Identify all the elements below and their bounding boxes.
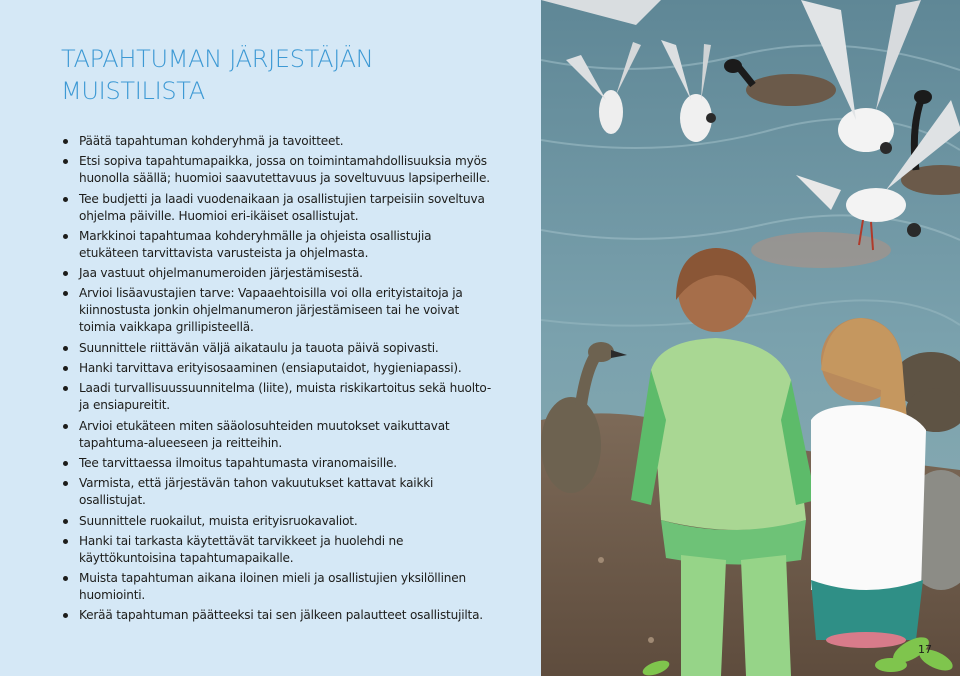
list-item: Laadi turvallisuussuunnitelma (liite), muista riskikartoitus sekä huolto- ja ensiapureitit. (62, 380, 502, 414)
page-title (61, 43, 501, 107)
list-item: Etsi sopiva tapahtumapaikka, jossa on toimintamahdollisuuksia myös huonolla säällä; huomioi saavutettavuus ja soveltuvuus lapsiperheille. (62, 153, 502, 187)
list-item: Kerää tapahtuman päätteeksi tai sen jälkeen palautteet osallistujilta. (62, 607, 502, 624)
photo-children-feeding-birds (541, 0, 960, 676)
list-item: Tee budjetti ja laadi vuodenaikaan ja osallistujien tarpeisiin soveltuva ohjelma päiville. Huomioi eri-ikäiset osallistujat. (62, 191, 502, 225)
title-line: MUISTILISTA (61, 77, 205, 105)
list-item: Päätä tapahtuman kohderyhmä ja tavoitteet. (62, 133, 502, 150)
list-item: Suunnittele ruokailut, muista erityisruokavaliot. (62, 513, 502, 530)
list-item: Markkinoi tapahtumaa kohderyhmälle ja ohjeista osallistujia etukäteen tarvittavista varusteista ja ohjelmasta. (62, 228, 502, 262)
list-item: Hanki tarvittava erityisosaaminen (ensiaputaidot, hygieniapassi). (62, 360, 502, 377)
list-item: Muista tapahtuman aikana iloinen mieli ja osallistujien yksilöllinen huomiointi. (62, 570, 502, 604)
title-line: TAPAHTUMAN JÄRJESTÄJÄN (61, 45, 374, 73)
checklist (62, 133, 502, 628)
list-item: Arvioi lisäavustajien tarve: Vapaaehtoisilla voi olla erityistaitoja ja kiinnostusta jonkin ohjelmanumeron järjestämiseen tai he voivat toimia vaikkapa grillipisteellä. (62, 285, 502, 336)
list-item: Tee tarvittaessa ilmoitus tapahtumasta viranomaisille. (62, 455, 502, 472)
page-number: 17 (918, 643, 932, 656)
list-item: Varmista, että järjestävän tahon vakuutukset kattavat kaikki osallistujat. (62, 475, 502, 509)
list-item: Suunnittele riittävän väljä aikataulu ja tauota päivä sopivasti. (62, 340, 502, 357)
list-item: Jaa vastuut ohjelmanumeroiden järjestämisestä. (62, 265, 502, 282)
list-item: Arvioi etukäteen miten sääolosuhteiden muutokset vaikuttavat tapahtuma-alueeseen ja reitteihin. (62, 418, 502, 452)
list-item: Hanki tai tarkasta käytettävät tarvikkeet ja huolehdi ne käyttökuntoisina tapahtumapaikalle. (62, 533, 502, 567)
